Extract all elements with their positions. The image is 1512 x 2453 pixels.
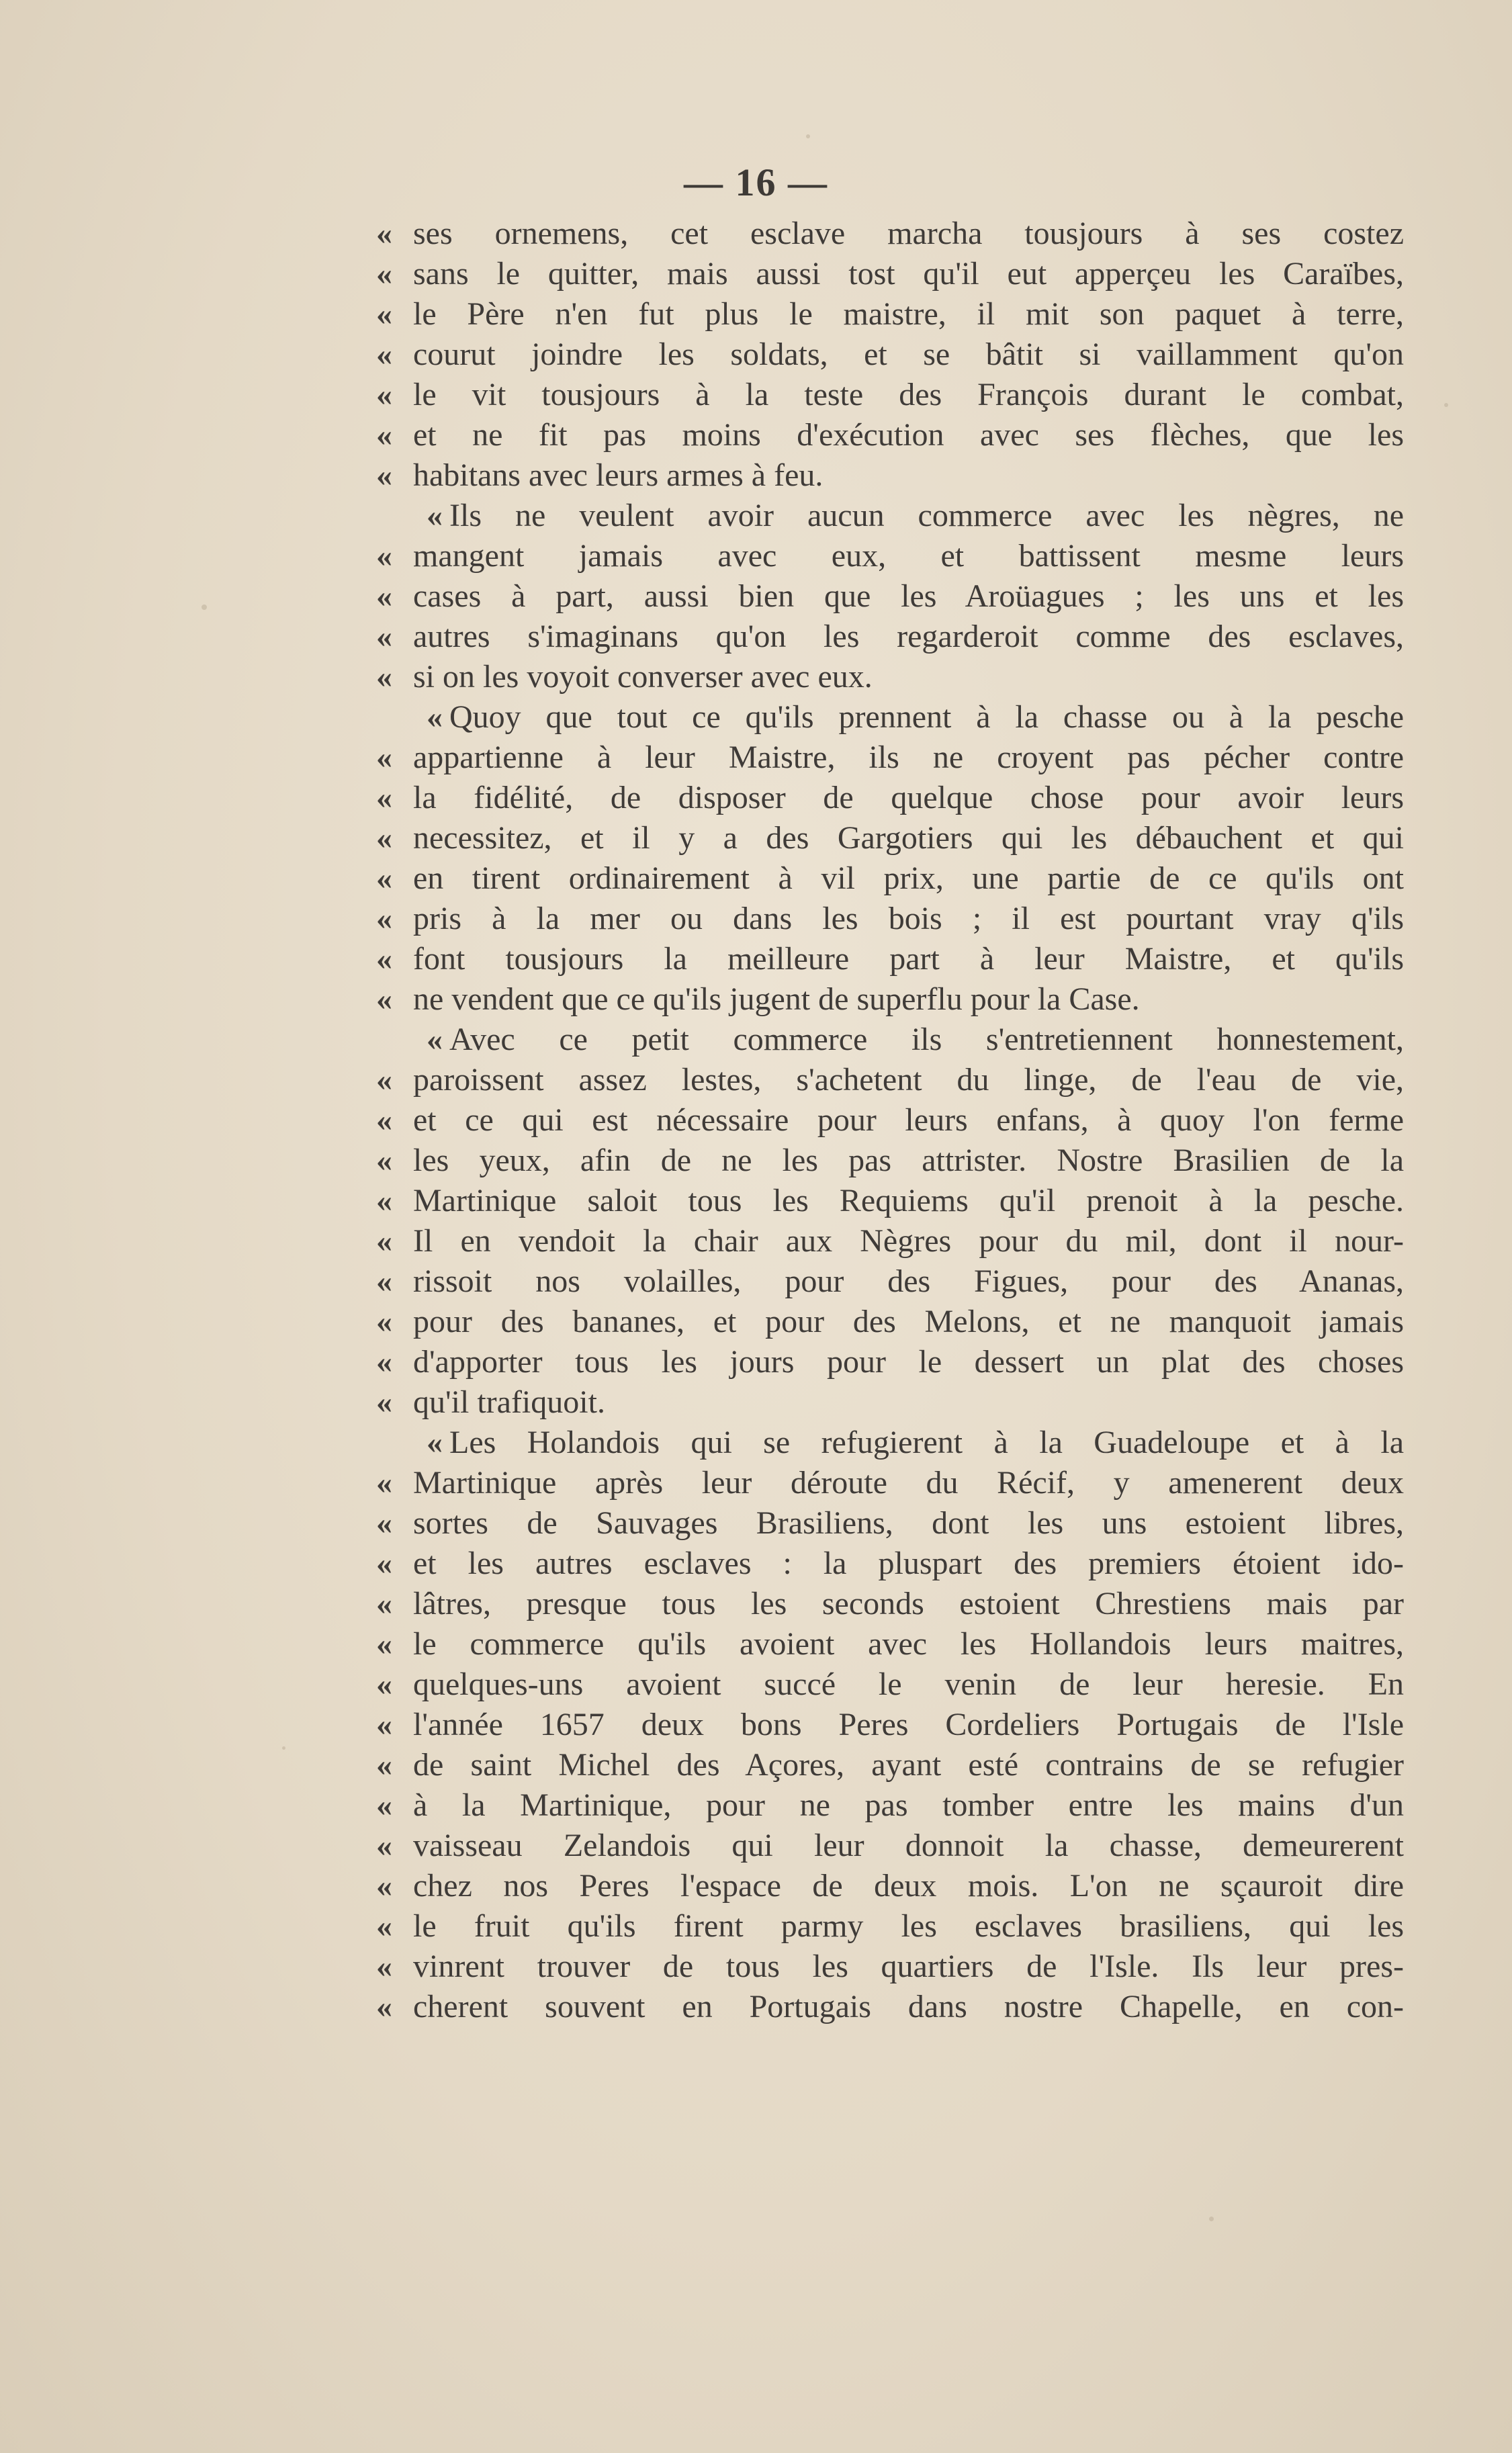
guillemet-marker: « (376, 337, 392, 372)
guillemet-marker: « (376, 659, 392, 695)
line-text: le Père n'en fut plus le maistre, il mit son paquet à terre, (413, 296, 1404, 332)
line-text: le vit tousjours à la teste des François durant le combat, (413, 377, 1404, 412)
guillemet-marker: « (376, 1949, 392, 1984)
line-text: Avec ce petit commerce ils s'entretiennent honnestement, (449, 1022, 1404, 1057)
text-line (376, 334, 1404, 375)
guillemet-marker: « (376, 1546, 392, 1581)
paper-speck (1209, 2217, 1214, 2221)
line-text: autres s'imaginans qu'on les regarderoit comme des esclaves, (413, 619, 1404, 654)
text-line (376, 1141, 1404, 1181)
guillemet-marker: « (376, 1828, 392, 1863)
text-line (376, 536, 1404, 576)
text-line (376, 1906, 1404, 1947)
guillemet-marker: « (376, 457, 392, 493)
text-line (376, 1584, 1404, 1624)
line-text: Martinique après leur déroute du Récif, y amenerent deux (413, 1465, 1404, 1501)
opening-guillemet: « (427, 699, 443, 735)
guillemet-marker: « (376, 820, 392, 856)
line-text: font tousjours la meilleure part à leur Maistre, et qu'ils (413, 941, 1404, 977)
text-line (376, 415, 1404, 455)
line-text: Martinique saloit tous les Requiems qu'il prenoit à la pesche. (413, 1183, 1404, 1218)
guillemet-marker: « (376, 216, 392, 251)
text-line (376, 1342, 1404, 1382)
line-text: paroissent assez lestes, s'achetent du linge, de l'eau de vie, (413, 1062, 1404, 1098)
line-text: lâtres, presque tous les seconds estoient Chrestiens mais par (413, 1586, 1404, 1621)
line-text: cases à part, aussi bien que les Aroüagues ; les uns et les (413, 578, 1404, 614)
text-line (376, 1987, 1404, 2027)
line-text: pris à la mer ou dans les bois ; il est pourtant vray q'ils (413, 901, 1404, 936)
paper-speck (202, 605, 207, 610)
text-line (376, 455, 1404, 496)
line-text: le commerce qu'ils avoient avec les Hollandois leurs maitres, (413, 1626, 1404, 1662)
text-line (376, 1463, 1404, 1503)
text-line (376, 697, 1404, 738)
text-line (376, 1261, 1404, 1302)
text-line (376, 1745, 1404, 1785)
text-line-content (427, 1020, 1404, 1060)
text-line (376, 1382, 1404, 1423)
opening-guillemet: « (427, 1022, 443, 1057)
guillemet-marker: « (376, 1102, 392, 1138)
guillemet-marker: « (376, 1787, 392, 1823)
text-line (376, 818, 1404, 858)
text-line (376, 657, 1404, 697)
text-line (376, 254, 1404, 294)
paper-speck (282, 1746, 285, 1750)
guillemet-marker: « (376, 1384, 392, 1420)
guillemet-marker: « (376, 1505, 392, 1541)
text-line (376, 576, 1404, 617)
line-text: vinrent trouver de tous les quartiers de l'Isle. Ils leur pres- (413, 1949, 1404, 1984)
line-text: cherent souvent en Portugais dans nostre Chapelle, en con- (413, 1989, 1404, 2024)
line-text: le fruit qu'ils firent parmy les esclaves brasiliens, qui les (413, 1908, 1404, 1944)
guillemet-marker: « (376, 377, 392, 412)
guillemet-marker: « (376, 1344, 392, 1380)
guillemet-marker: « (376, 1747, 392, 1783)
text-line (376, 1181, 1404, 1221)
text-line (376, 496, 1404, 536)
text-line (376, 1423, 1404, 1463)
guillemet-marker: « (376, 1223, 392, 1259)
line-text: et ce qui est nécessaire pour leurs enfans, à quoy l'on ferme (413, 1102, 1404, 1138)
text-line (376, 1503, 1404, 1544)
line-text: de saint Michel des Açores, ayant esté contrains de se refugier (413, 1747, 1404, 1783)
line-text: l'année 1657 deux bons Peres Cordeliers Portugais de l'Isle (413, 1707, 1404, 1742)
line-text: la fidélité, de disposer de quelque chose pour avoir leurs (413, 780, 1404, 815)
guillemet-marker: « (376, 740, 392, 775)
paper-speck (1444, 403, 1448, 407)
text-line-content (427, 1423, 1404, 1463)
line-text: et les autres esclaves : la pluspart des premiers étoient ido- (413, 1546, 1404, 1581)
text-line (376, 1826, 1404, 1866)
guillemet-marker: « (376, 578, 392, 614)
text-line (376, 778, 1404, 818)
text-line (376, 1866, 1404, 1906)
text-line (376, 979, 1404, 1020)
guillemet-marker: « (376, 860, 392, 896)
text-line (376, 294, 1404, 334)
guillemet-marker: « (376, 1586, 392, 1621)
body-text (376, 214, 1404, 2027)
line-text: à la Martinique, pour ne pas tomber entre les mains d'un (413, 1787, 1404, 1823)
text-line (376, 1947, 1404, 1987)
line-text: ne vendent que ce qu'ils jugent de superflu pour la Case. (413, 981, 1140, 1017)
text-line (376, 1302, 1404, 1342)
guillemet-marker: « (376, 1707, 392, 1742)
text-line (376, 1020, 1404, 1060)
line-text: mangent jamais avec eux, et battissent mesme leurs (413, 538, 1404, 574)
text-line (376, 1060, 1404, 1100)
text-line (376, 899, 1404, 939)
line-text: en tirent ordinairement à vil prix, une partie de ce qu'ils ont (413, 860, 1404, 896)
guillemet-marker: « (376, 256, 392, 292)
text-line (376, 1705, 1404, 1745)
guillemet-marker: « (376, 1304, 392, 1339)
text-line (376, 1664, 1404, 1705)
text-line (376, 375, 1404, 415)
line-text: appartienne à leur Maistre, ils ne croyent pas pécher contre (413, 740, 1404, 775)
guillemet-marker: « (376, 1465, 392, 1501)
line-text: habitans avec leurs armes à feu. (413, 457, 824, 493)
guillemet-marker: « (376, 619, 392, 654)
line-text: ses ornemens, cet esclave marcha tousjours à ses costez (413, 216, 1404, 251)
line-text: et ne fit pas moins d'exécution avec ses flèches, que les (413, 417, 1404, 453)
line-text: chez nos Peres l'espace de deux mois. L'on ne sçauroit dire (413, 1868, 1404, 1904)
paper-speck (806, 134, 810, 138)
guillemet-marker: « (376, 941, 392, 977)
line-text: courut joindre les soldats, et se bâtit si vaillamment qu'on (413, 337, 1404, 372)
line-text: necessitez, et il y a des Gargotiers qui les débauchent et qui (413, 820, 1404, 856)
text-line (376, 1221, 1404, 1261)
opening-guillemet: « (427, 498, 443, 533)
line-text: les yeux, afin de ne les pas attrister. Nostre Brasilien de la (413, 1143, 1404, 1178)
guillemet-marker: « (376, 1263, 392, 1299)
guillemet-marker: « (376, 1183, 392, 1218)
guillemet-marker: « (376, 417, 392, 453)
page-number: — 16 — (684, 161, 828, 204)
text-line (376, 1624, 1404, 1664)
guillemet-marker: « (376, 538, 392, 574)
line-text: Ils ne veulent avoir aucun commerce avec les nègres, ne (449, 498, 1404, 533)
guillemet-marker: « (376, 901, 392, 936)
text-line (376, 214, 1404, 254)
guillemet-marker: « (376, 1143, 392, 1178)
guillemet-marker: « (376, 981, 392, 1017)
line-text: pour des bananes, et pour des Melons, et ne manquoit jamais (413, 1304, 1404, 1339)
guillemet-marker: « (376, 1666, 392, 1702)
guillemet-marker: « (376, 1868, 392, 1904)
text-line-content (427, 697, 1404, 738)
text-line (376, 939, 1404, 979)
guillemet-marker: « (376, 296, 392, 332)
text-line (376, 1100, 1404, 1141)
text-line-content (427, 496, 1404, 536)
text-line (376, 738, 1404, 778)
line-text: sans le quitter, mais aussi tost qu'il eut apperçeu les Caraïbes, (413, 256, 1404, 292)
line-text: vaisseau Zelandois qui leur donnoit la chasse, demeurerent (413, 1828, 1404, 1863)
guillemet-marker: « (376, 1626, 392, 1662)
line-text: qu'il trafiquoit. (413, 1384, 605, 1420)
line-text: Il en vendoit la chair aux Nègres pour du mil, dont il nour- (413, 1223, 1404, 1259)
guillemet-marker: « (376, 1908, 392, 1944)
line-text: sortes de Sauvages Brasiliens, dont les uns estoient libres, (413, 1505, 1404, 1541)
line-text: si on les voyoit converser avec eux. (413, 659, 873, 695)
guillemet-marker: « (376, 780, 392, 815)
text-line (376, 1544, 1404, 1584)
text-line (376, 617, 1404, 657)
text-line (376, 1785, 1404, 1826)
line-text: quelques-uns avoient succé le venin de leur heresie. En (413, 1666, 1404, 1702)
line-text: d'apporter tous les jours pour le dessert un plat des choses (413, 1344, 1404, 1380)
guillemet-marker: « (376, 1062, 392, 1098)
opening-guillemet: « (427, 1425, 443, 1460)
line-text: Les Holandois qui se refugierent à la Guadeloupe et à la (449, 1425, 1404, 1460)
guillemet-marker: « (376, 1989, 392, 2024)
line-text: rissoit nos volailles, pour des Figues, pour des Ananas, (413, 1263, 1404, 1299)
text-line (376, 858, 1404, 899)
line-text: Quoy que tout ce qu'ils prennent à la chasse ou à la pesche (449, 699, 1404, 735)
